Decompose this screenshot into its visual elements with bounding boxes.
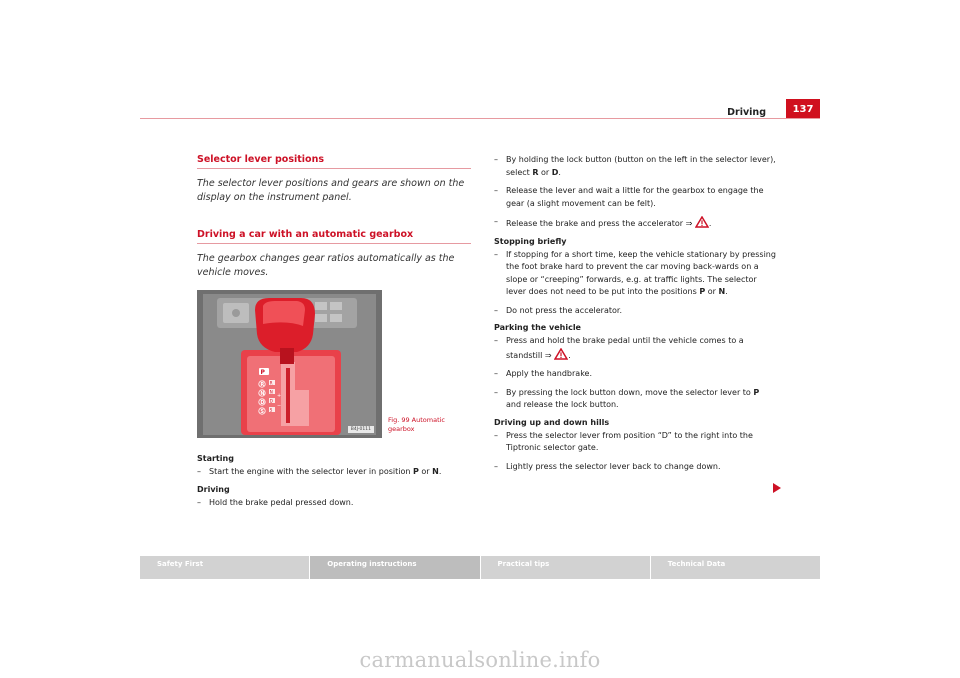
step-press-accelerator: – Release the brake and press the accelerator ⇒ . [494, 217, 712, 228]
heading-hills: Driving up and down hills [494, 417, 610, 427]
step-parking-brake-pedal: – Press and hold the brake pedal until the vehicle comes to a standstill ⇒ . [494, 336, 744, 360]
section-title-automatic-gearbox: Driving a car with an automatic gearbox [197, 229, 471, 244]
left-column [197, 154, 471, 515]
step-handbrake: – Apply the handbrake. [494, 368, 776, 381]
ring-label-d: D [269, 398, 273, 404]
step-driving: – Hold the brake pedal pressed down. [197, 497, 471, 510]
step-starting: – Start the engine with the selector lever in position P or N. [197, 466, 471, 479]
section-title-selector-positions: Selector lever positions [197, 154, 471, 169]
gate-label-s: S [260, 409, 265, 415]
warning-triangle-icon[interactable] [695, 216, 709, 228]
dash-bullet: – [494, 387, 498, 397]
dash-bullet: – [494, 155, 498, 164]
ring-label-r: R [269, 380, 273, 386]
page-number-badge: 137 [786, 99, 820, 119]
dash-bullet: – [494, 369, 498, 378]
step-change-down: – Lightly press the selector lever back to change down. [494, 461, 776, 474]
figure-caption-line1: Fig. 99 Automatic [388, 416, 446, 424]
dash-bullet: – [494, 336, 498, 345]
figure-block [197, 290, 471, 440]
figure-code: B4J-0111 [348, 426, 374, 433]
footer-tab-technical-data[interactable]: Technical Data [651, 556, 820, 579]
heading-starting: Starting [197, 454, 234, 463]
gate-label-r: R [260, 382, 265, 388]
figure-caption-line2: gearbox [388, 425, 415, 433]
section-intro-selector-positions: The selector lever positions and gears are shown on the display on the instrument panel. [197, 178, 465, 203]
step-tiptronic-gate: – Press the selector lever from position “D” to the right into the Tiptronic selector gate. [494, 430, 753, 452]
step-no-accelerator: – Do not press the accelerator. [494, 305, 776, 318]
footer-tab-practical-tips[interactable]: Practical tips [481, 556, 650, 579]
footer-tab-operating-instructions[interactable]: Operating instructions [310, 556, 479, 579]
footer-nav [140, 556, 820, 579]
heading-parking: Parking the vehicle [494, 323, 581, 332]
watermark-text: carmanualsonline.info [359, 648, 601, 672]
ring-label-n: N [269, 389, 273, 395]
section-intro-automatic-gearbox: The gearbox changes gear ratios automatically as the vehicle moves. [197, 253, 455, 278]
warning-triangle-icon[interactable] [554, 348, 568, 360]
step-release-lever: – Release the lever and wait a little for the gearbox to engage the gear (a slight movement can be felt). [494, 186, 764, 208]
dash-bullet: – [494, 249, 498, 259]
gate-label-p: P [260, 369, 265, 376]
dash-bullet: – [494, 217, 498, 226]
header-rule [140, 118, 820, 119]
dash-bullet: – [494, 430, 498, 440]
figure-caption [388, 416, 445, 434]
step-lever-to-p: – By pressing the lock button down, move the selector lever to P and release the lock button. [494, 387, 760, 409]
ring-label-s: S [269, 407, 273, 413]
tiptronic-plus: + [277, 393, 282, 399]
dash-bullet: – [197, 467, 201, 476]
running-header-title: Driving [727, 107, 766, 118]
dash-bullet: – [197, 497, 201, 507]
heading-driving: Driving [197, 484, 230, 494]
tiptronic-minus: − [277, 403, 282, 409]
dash-bullet: – [494, 461, 498, 471]
right-column [494, 154, 776, 479]
gearbox-illustration [197, 290, 382, 438]
gate-label-n: N [260, 391, 265, 397]
gate-label-d: D [260, 400, 265, 406]
next-page-arrow-icon[interactable] [772, 482, 782, 494]
footer-tab-safety-first[interactable]: Safety First [140, 556, 309, 579]
dash-bullet: – [494, 305, 498, 315]
step-select-gear: – By holding the lock button (button on the left in the selector lever), select R or D. [494, 155, 776, 177]
dash-bullet: – [494, 186, 498, 195]
gearbox-figure [197, 290, 382, 438]
step-stopping-foot-brake: – If stopping for a short time, keep the vehicle stationary by pressing the foot brake hard to prevent the car moving back-wards on a slope or “creeping” forwards, e.g. at traffic lights. The selector lever does not need to be put into the positions P or N. [494, 249, 776, 296]
heading-stopping-briefly: Stopping briefly [494, 236, 567, 246]
